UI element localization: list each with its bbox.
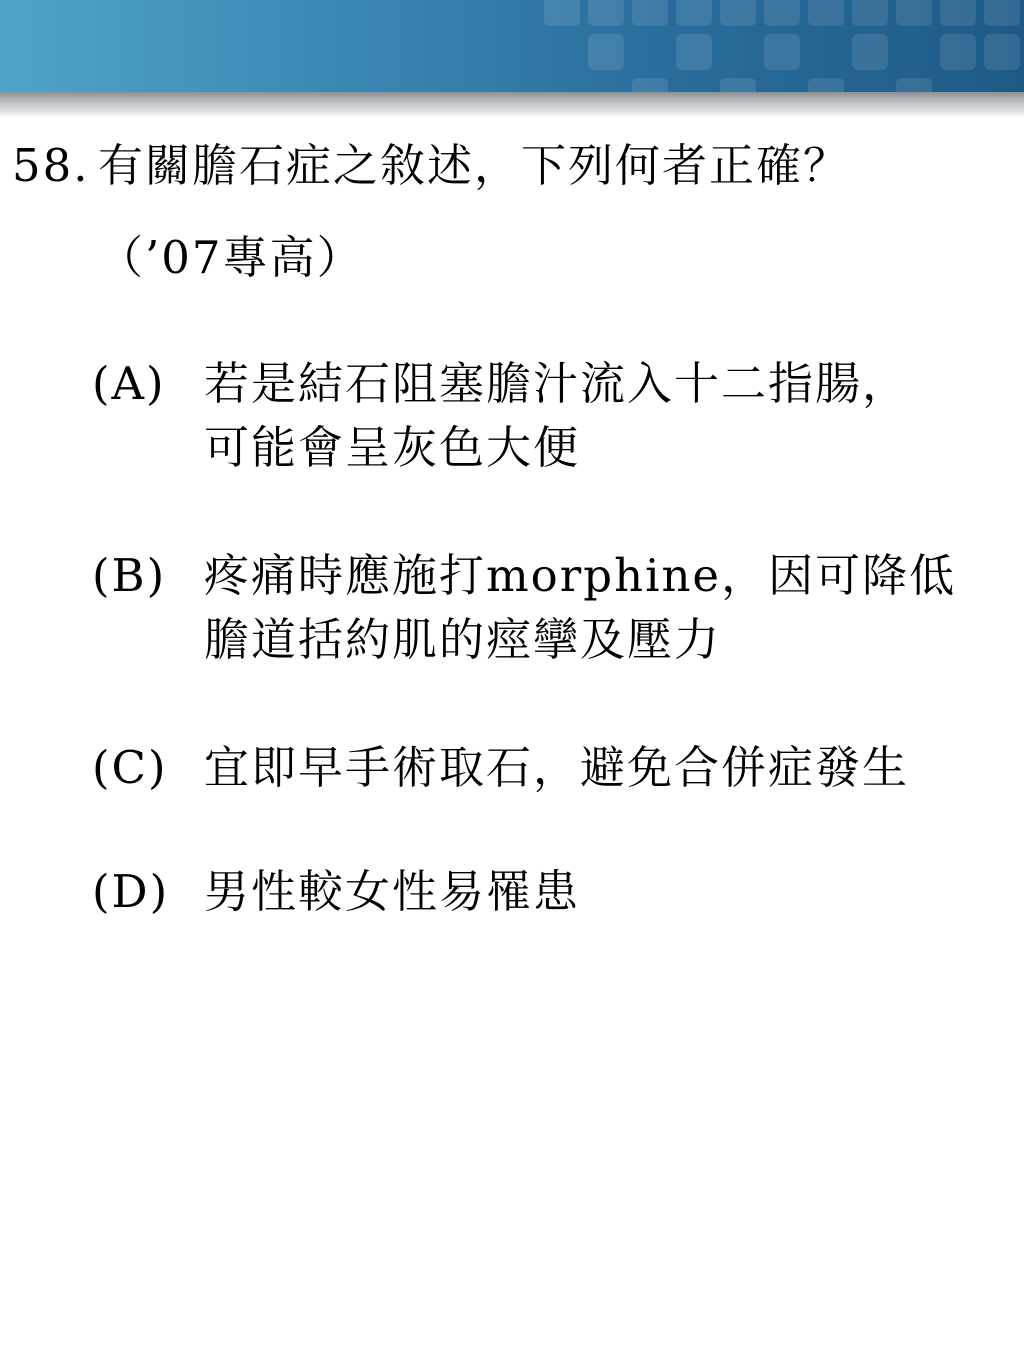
question-number: 58.	[12, 139, 90, 192]
header-tile-pattern	[504, 0, 1024, 92]
question-text: 有關膽石症之敘述，下列何者正確？	[98, 139, 851, 192]
slide-header-band	[0, 0, 1024, 92]
option-b-text-line-1: 疼痛時應施打morphine，因可降低	[204, 549, 957, 602]
option-c-label: (C)	[92, 741, 168, 794]
option-a-label: (A)	[92, 357, 166, 410]
option-a-text-line-2: 可能會呈灰色大便	[204, 421, 581, 474]
option-d-label: (D)	[92, 865, 170, 918]
option-b-text-line-2: 膽道括約肌的痙攣及壓力	[204, 613, 722, 666]
option-a-text-line-1: 若是結石阻塞膽汁流入十二指腸，	[204, 357, 910, 410]
option-b-label: (B)	[92, 549, 167, 602]
header-shadow	[0, 92, 1024, 118]
question-source: （’07專高）	[98, 231, 364, 284]
option-d-text-line-1: 男性較女性易罹患	[204, 865, 581, 918]
option-c-text-line-1: 宜即早手術取石，避免合併症發生	[204, 741, 910, 794]
